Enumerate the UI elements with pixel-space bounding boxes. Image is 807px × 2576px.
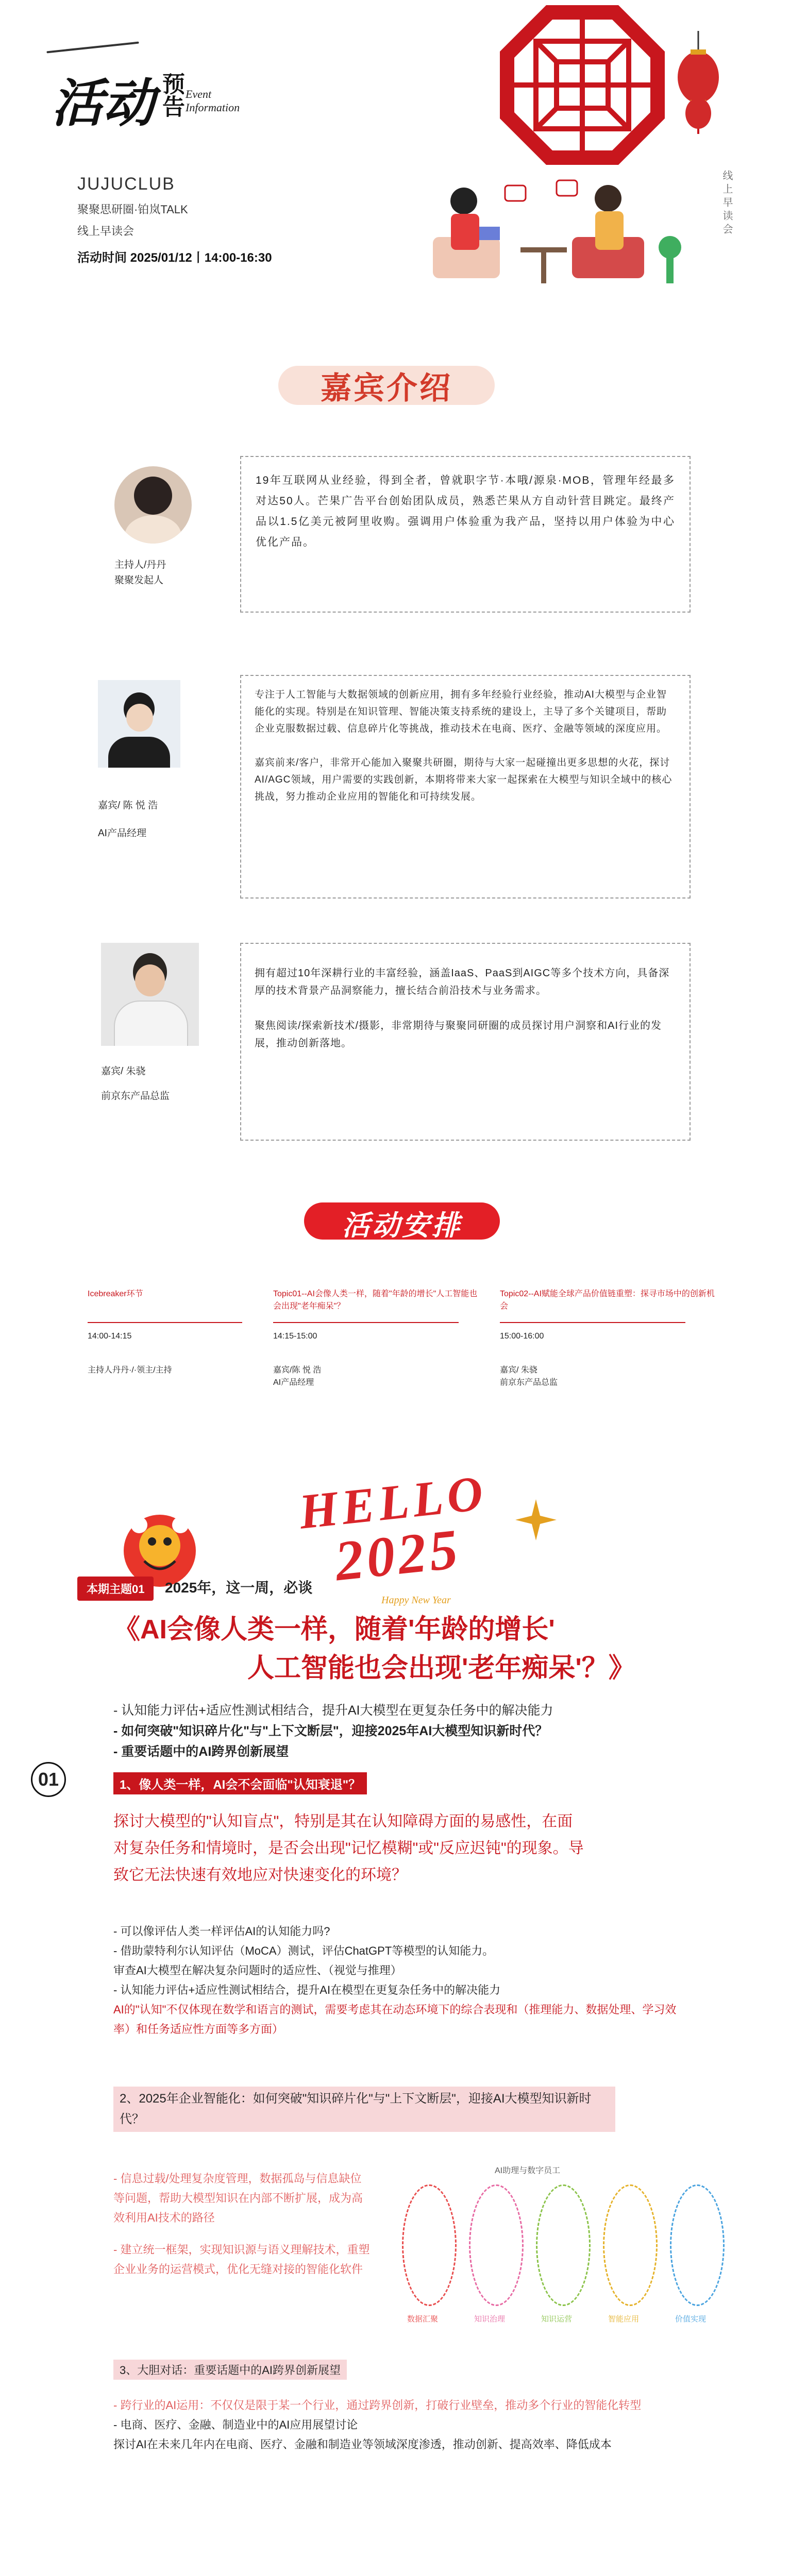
topic1-sec3-item: 探讨AI在未来几年内在电商、医疗、金融和制造业等领域深度渗透，推动创新、提高效率、降低成本 [113,2438,612,2451]
ring-4 [603,2184,658,2306]
org-name: JUJUCLUB [77,174,175,194]
topic1-sec1-item: - 借助蒙特利尔认知评估（MoCA）测试，评估ChatGPT等模型的认知能力。 [113,1944,494,1957]
ring-1 [402,2184,457,2306]
topic1-sec1-item: - 认知能力评估+适应性测试相结合，提升AI在模型在更复杂任务中的解决能力 [113,1984,501,1996]
schedule-role: AI产品经理 [273,1378,314,1387]
avatar [114,466,192,544]
topic1-tag: 本期主题01 [77,1577,154,1601]
topic1-title-2: 人工智能也会出现'老年痴呆'？》 [247,1653,635,1683]
schedule-who: 嘉宾/陈 悦 浩 [273,1366,322,1375]
guest-bio: 19年互联网从业经验，得到全者，曾就职字节·本哦/源泉·MOB，管理年经最多对达50人。芒果广告平台创始团队成员，熟悉芒果从方自动针营目跳定。最终产品以1.5亿美元被阿里收购。强调用户体验重为我产品，坚持以用户体验为中心优化产品。 [256,474,675,548]
guest-role-1: 嘉宾/ 陈 悦 浩 [98,800,158,811]
ring-5 [670,2184,725,2306]
guest-bio-box [240,675,691,899]
schedule-who: 主持人丹丹·/·领主/主持 [88,1366,172,1375]
diagram-label: 价值实现 [675,2315,707,2324]
guest-bio-box [240,456,691,613]
guest-role-2: AI产品经理 [98,828,146,839]
title-en-1: Event [186,88,212,100]
topic1-sec1-item: 审查AI大模型在解决复杂问题时的适应性、（视觉与推理） [113,1964,402,1977]
topic1-sec1-bar: 1、像人类一样，AI会不会面临"认知衰退"？ [113,1772,367,1794]
title-cn-2: 预告 [159,72,184,117]
guest-card-1 [91,456,688,621]
diagram-label: 数据汇聚 [407,2315,439,2324]
guest-role-2: 前京东产品总监 [101,1091,170,1101]
event-time: 活动时间 2025/01/12丨14:00-16:30 [77,251,272,265]
schedule-col-1 [88,1288,258,1377]
topic1-sec1-list [113,1922,680,2039]
diagram-title: AI助理与数字员工 [495,2166,561,2175]
sparkle-icon [515,1499,557,1540]
diagram-label: 智能应用 [608,2315,640,2324]
series-name: 聚聚思研圈·铂岚TALK [77,203,188,216]
schedule-table [88,1288,732,1432]
lattice-window-icon [495,0,670,170]
guest-role-1: 嘉宾/ 朱骁 [101,1066,146,1077]
title-en-2: Information [186,101,240,114]
schedule-time: 14:15-15:00 [273,1332,317,1341]
ring-2 [469,2184,524,2306]
diagram-label: 知识治理 [474,2315,506,2324]
topic1-bullet: - 如何突破"知识碎片化"与"上下文断层"，迎接2025年AI大模型知识新时代？ [113,1724,548,1738]
guest-card-2 [91,675,688,902]
schedule-topic: Icebreaker环节 [88,1290,143,1298]
topic1-sec1-lead: 探讨大模型的"认知盲点"，特别是其在认知障碍方面的易感性，在面对复杂任务和情境时，是否会出现"记忆模糊"或"反应迟钝"的现象。导致它无法快速有效地应对快速变化的环境？ [113,1813,584,1884]
lantern-icon [675,31,721,144]
schedule-topic: Topic02--AI赋能全球产品价值链重塑：探寻市场中的创新机会 [500,1290,715,1311]
avatar [101,943,199,1046]
topic1-sec1-item: AI的"认知"不仅体现在数学和语言的测试，需要考虑其在动态环境下的综合表现和（推理能力、数据处理、学习效率）和任务适应性方面等多方面） [113,2003,677,2036]
schedule-heading-text: 活动安排 [342,1210,462,1241]
title-cn: 活动 [52,75,155,132]
schedule-col-3 [500,1288,716,1389]
topic1-number: 01 [31,1762,66,1797]
topic1-section [0,1571,807,2550]
schedule-who: 嘉宾/ 朱骁 [500,1366,537,1375]
ring-3 [536,2184,591,2306]
side-text: 线上早读会 [721,170,732,237]
event-mode: 线上早读会 [77,225,134,238]
topic1-bullet: - 重要话题中的AI跨界创新展望 [113,1744,289,1759]
topic1-lead: 2025年，这一周，必谈 [165,1580,313,1596]
guest-card-3 [91,943,688,1149]
schedule-time: 15:00-16:00 [500,1332,544,1341]
guest-role-2: 聚聚发起人 [114,575,164,586]
guests-heading [278,361,495,407]
ring-diagram [392,2164,732,2349]
guest-bio: 专注于人工智能与大数据领域的创新应用，拥有多年经验行业经验，推动AI大模型与企业智能化的实现。特别是在知识管理、智能决策支持系统的建设上，主导了多个关键项目，帮助企业克服数据过载、信息碎片化等挑战，推动技术在电商、医疗、金融等领域的深度应用。 嘉宾前来/客户，非常开心能加入聚聚共研圈，期待与大家一起碰撞出更多思想的火花，探讨AI/AGC领域，用户需要的实践创新，本期将带来大家一起探索在大模型与知识全域中的核心挑战，努力推动企业应用的智能化和可持续发展。 [255,689,672,802]
topic1-sec2-item: - 信息过载/处理复杂度管理，数据孤岛与信息缺位等问题，帮助大模型知识在内部不断扩展，成为高效利用AI技术的路径 [113,2172,363,2224]
topic1-bullet: - 认知能力评估+适应性测试相结合，提升AI大模型在更复杂任务中的解决能力 [113,1703,553,1718]
hello-year: 2025 [332,1517,464,1593]
guests-heading-text: 嘉宾介绍 [321,371,452,405]
topic1-sec3-list [113,2396,680,2454]
schedule-role: 前京东产品总监 [500,1378,558,1387]
hello-word: HELLO [296,1465,490,1539]
meeting-illustration-icon [402,170,691,299]
topic1-sec1-item: - 可以像评估人类一样评估AI的认知能力吗? [113,1925,330,1938]
header [0,0,807,350]
schedule-heading [289,1195,515,1247]
guest-bio: 拥有超过10年深耕行业的丰富经验，涵盖IaaS、PaaS到AIGC等多个技术方向，具备深厚的技术背景产品洞察能力，擅长结合前沿技术与业务需求。 聚焦阅读/探索新技术/摄影，非常期待与聚聚同研圈的成员探讨用户洞察和AI行业的发展，推动创新落地。 [255,968,670,1049]
topic1-bullets [113,1700,732,1762]
deco-stroke [46,42,139,54]
topic1-sec3-item: - 跨行业的AI运用：不仅仅是限于某一个行业，通过跨界创新，打破行业壁垒，推动多个行业的智能化转型 [113,2399,642,2412]
topic1-sec3-item: - 电商、医疗、金融、制造业中的AI应用展望讨论 [113,2418,358,2431]
hello-sub: Happy New Year [381,1595,451,1606]
schedule-time: 14:00-14:15 [88,1332,132,1341]
topic1-sec3-bar: 3、大胆对话：重要话题中的AI跨界创新展望 [113,2360,347,2380]
avatar [98,680,180,768]
schedule-col-2 [273,1288,479,1389]
topic1-sec2-list [113,2169,371,2279]
guest-role-1: 主持人/丹丹 [114,560,166,570]
topic1-sec2-item: - 建立统一框架，实现知识源与语义理解技术，重塑企业业务的运营模式，优化无缝对接的智能化软件 [113,2243,370,2276]
schedule-topic: Topic01--AI会像人类一样，随着"年龄的增长"人工智能也会出现"老年痴呆"？ [273,1290,478,1311]
topic1-title-1: 《AI会像人类一样，随着'年龄的增长' [113,1615,555,1645]
topic1-sec2-bar: 2、2025年企业智能化：如何突破"知识碎片化"与"上下文断层"，迎接AI大模型知识新时代？ [113,2087,615,2132]
guest-bio-box [240,943,691,1141]
diagram-label: 知识运营 [541,2315,573,2324]
